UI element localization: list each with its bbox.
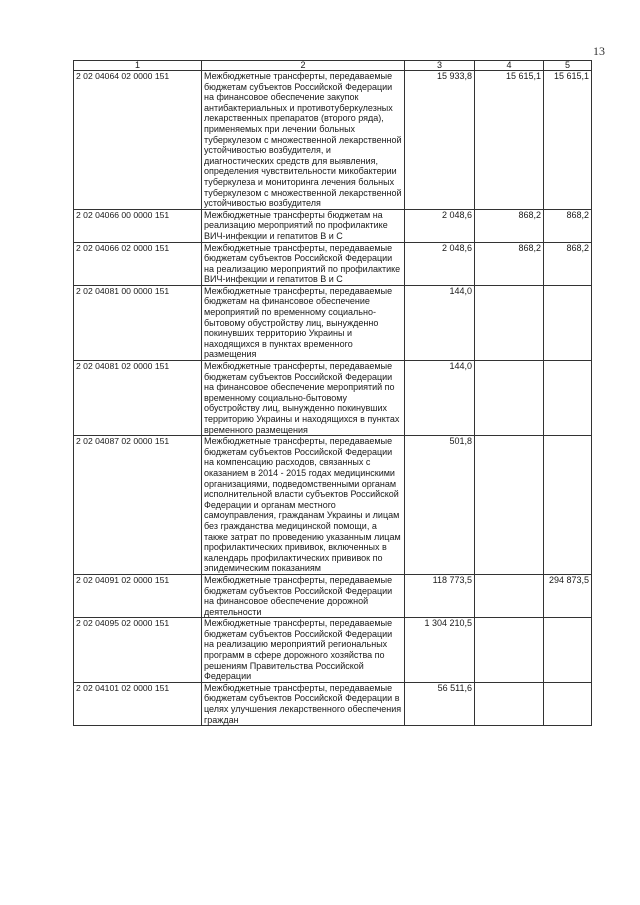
column-header: 4 [475,61,544,71]
amount-col3-cell: 118 773,5 [405,574,475,617]
page-number: 13 [593,44,605,58]
table-row [74,682,592,725]
amount-col5-cell [544,285,592,360]
description-cell: Межбюджетные трансферты бюджетам на реализацию мероприятий по профилактике ВИЧ-инфекции и гепатитов В и С [202,209,405,242]
table-row [74,361,592,436]
table-row [74,436,592,575]
description-cell: Межбюджетные трансферты, передаваемые бюджетам субъектов Российской Федерации на финансовое обеспечение закупок антибактериальных и противотуберкулезных лекарственных препаратов (второго ряда), применяемых при лечении больных туберкулезом с множественной лекарственной устойчивостью возбудителя, и диагностических средств для выявления, определения чувствительности микобактерии туберкулеза и мониторинга лечения больных туберкулезом с множественной лекарственной устойчивостью возбудителя [202,71,405,210]
amount-col5-cell: 294 873,5 [544,574,592,617]
amount-col4-cell [475,436,544,575]
table-row [74,242,592,285]
amount-col3-cell: 144,0 [405,285,475,360]
amount-col3-cell: 2 048,6 [405,209,475,242]
amount-col5-cell [544,618,592,683]
amount-col4-cell [475,574,544,617]
amount-col3-cell: 15 933,8 [405,71,475,210]
table-row [74,285,592,360]
table-row [74,209,592,242]
amount-col5-cell: 15 615,1 [544,71,592,210]
amount-col5-cell [544,436,592,575]
amount-col4-cell [475,618,544,683]
amount-col3-cell: 56 511,6 [405,682,475,725]
budget-code-cell: 2 02 04064 02 0000 151 [74,71,202,210]
budget-code-cell: 2 02 04087 02 0000 151 [74,436,202,575]
budget-code-cell: 2 02 04066 02 0000 151 [74,242,202,285]
budget-table [73,60,592,726]
table-row [74,574,592,617]
amount-col3-cell: 2 048,6 [405,242,475,285]
budget-code-cell: 2 02 04091 02 0000 151 [74,574,202,617]
description-cell: Межбюджетные трансферты, передаваемые бюджетам субъектов Российской Федерации в целях улучшения лекарственного обеспечения граждан [202,682,405,725]
column-header: 1 [74,61,202,71]
amount-col4-cell: 15 615,1 [475,71,544,210]
amount-col5-cell [544,361,592,436]
budget-code-cell: 2 02 04095 02 0000 151 [74,618,202,683]
budget-code-cell: 2 02 04081 00 0000 151 [74,285,202,360]
amount-col5-cell [544,682,592,725]
amount-col3-cell: 1 304 210,5 [405,618,475,683]
description-cell: Межбюджетные трансферты, передаваемые бюджетам субъектов Российской Федерации на финансовое обеспечение мероприятий по временному социально-бытовому обустройству лиц, вынужденно покинувших территорию Украины и находящихся в пунктах временного размещения [202,361,405,436]
description-cell: Межбюджетные трансферты, передаваемые бюджетам субъектов Российской Федерации на реализацию мероприятий региональных программ в сфере дорожного хозяйства по решениям Правительства Российской Федерации [202,618,405,683]
budget-code-cell: 2 02 04101 02 0000 151 [74,682,202,725]
budget-code-cell: 2 02 04081 02 0000 151 [74,361,202,436]
description-cell: Межбюджетные трансферты, передаваемые бюджетам субъектов Российской Федерации на реализацию мероприятий по профилактике ВИЧ-инфекции и гепатитов В и С [202,242,405,285]
description-cell: Межбюджетные трансферты, передаваемые бюджетам на финансовое обеспечение мероприятий по временному социально-бытовому обустройству лиц, вынужденно покинувших территорию Украины и находящихся в пунктах временного размещения [202,285,405,360]
table-row [74,71,592,210]
amount-col4-cell [475,361,544,436]
table-row [74,618,592,683]
budget-code-cell: 2 02 04066 00 0000 151 [74,209,202,242]
description-cell: Межбюджетные трансферты, передаваемые бюджетам субъектов Российской Федерации на компенсацию расходов, связанных с оказанием в 2014 - 2015 годах медицинскими организациями, подведомственными органам исполнительной власти субъектов Российской Федерации и органам местного самоуправления, гражданам Украины и лицам без гражданства медицинской помощи, а также затрат по проведению указанным лицам профилактических прививок, включенных в календарь профилактических прививок по эпидемическим показаниям [202,436,405,575]
description-cell: Межбюджетные трансферты, передаваемые бюджетам субъектов Российской Федерации на финансовое обеспечение дорожной деятельности [202,574,405,617]
column-header: 5 [544,61,592,71]
amount-col4-cell: 868,2 [475,209,544,242]
amount-col4-cell [475,682,544,725]
column-header: 2 [202,61,405,71]
amount-col4-cell: 868,2 [475,242,544,285]
amount-col5-cell: 868,2 [544,209,592,242]
amount-col3-cell: 501,8 [405,436,475,575]
amount-col4-cell [475,285,544,360]
amount-col5-cell: 868,2 [544,242,592,285]
table-header-row [74,61,592,71]
amount-col3-cell: 144,0 [405,361,475,436]
column-header: 3 [405,61,475,71]
